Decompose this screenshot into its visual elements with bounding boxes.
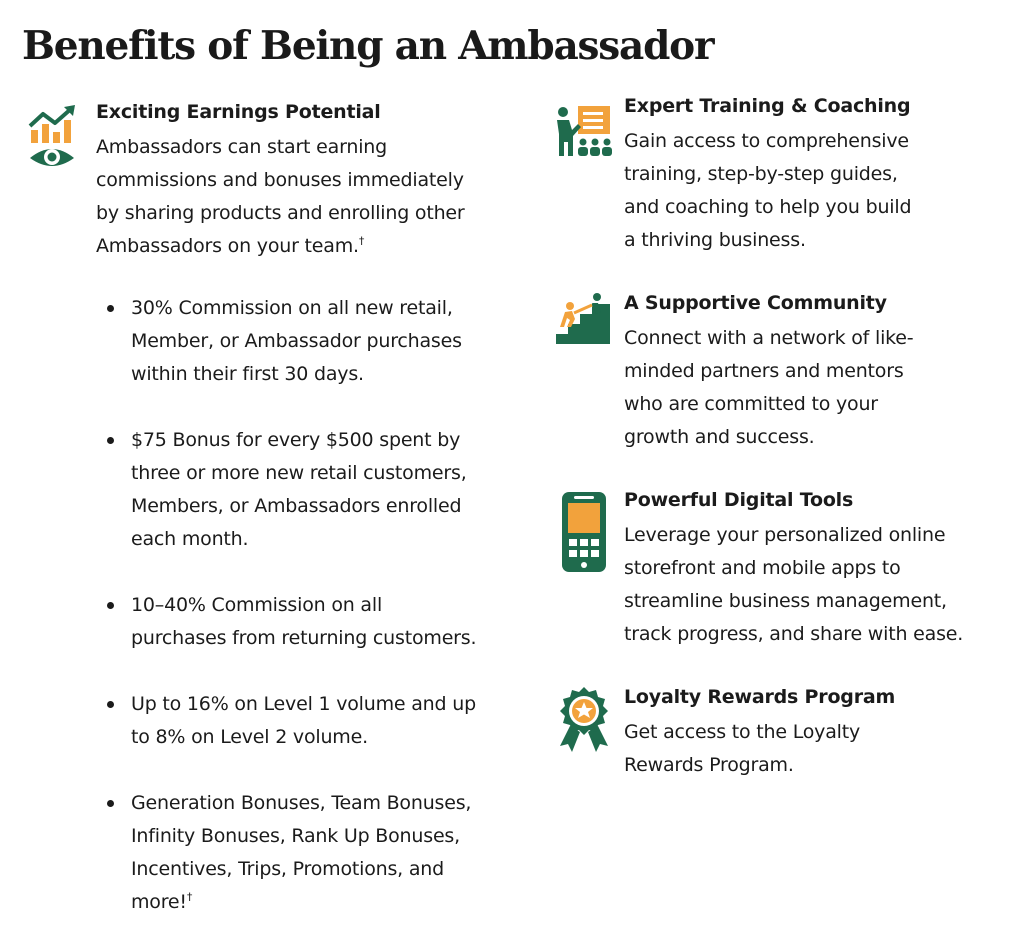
benefit-title: Expert Training & Coaching bbox=[624, 95, 911, 117]
benefit-description: Connect with a network of like- minded partners and mentors who are committed to your growth and success. bbox=[624, 327, 914, 448]
benefit-title: Powerful Digital Tools bbox=[624, 489, 854, 511]
bullet-dot bbox=[107, 305, 114, 312]
list-item: Generation Bonuses, Team Bonuses, Infinity Bonuses, Rank Up Bonuses, Incentives, Trips, Promotions, and more!† bbox=[96, 787, 536, 919]
mobile-phone-icon bbox=[560, 490, 614, 552]
benefit-description: Ambassadors can start earning commissions and bonuses immediately by sharing products and enrolling other Ambassadors on your team.† bbox=[96, 136, 465, 257]
bullet-dot bbox=[107, 800, 114, 807]
footnote-mark: † bbox=[358, 234, 365, 248]
community-stairs-icon bbox=[554, 292, 608, 354]
award-badge-icon bbox=[556, 686, 610, 748]
list-item: 30% Commission on all new retail, Member, or Ambassador purchases within their first 30 days. bbox=[96, 292, 536, 391]
benefit-title: A Supportive Community bbox=[624, 292, 887, 314]
bullet-dot bbox=[107, 602, 114, 609]
list-item: 10–40% Commission on all purchases from returning customers. bbox=[96, 589, 536, 655]
commission-bullet-list bbox=[96, 292, 536, 952]
page-title: Benefits of Being an Ambassador bbox=[22, 23, 714, 69]
benefit-title: Exciting Earnings Potential bbox=[96, 101, 381, 123]
training-presentation-icon bbox=[552, 104, 606, 166]
bullet-dot bbox=[107, 437, 114, 444]
benefit-description: Get access to the Loyalty Rewards Program. bbox=[624, 721, 861, 776]
footnote-mark: † bbox=[186, 890, 193, 904]
earnings-chart-icon bbox=[26, 104, 80, 166]
benefit-description: Leverage your personalized online storefront and mobile apps to streamline business management, track progress, and share with ease. bbox=[624, 524, 964, 645]
list-item: $75 Bonus for every $500 spent by three or more new retail customers, Members, or Ambassadors enrolled each month. bbox=[96, 424, 536, 556]
list-item: Up to 16% on Level 1 volume and up to 8% on Level 2 volume. bbox=[96, 688, 536, 754]
benefit-title: Loyalty Rewards Program bbox=[624, 686, 896, 708]
bullet-dot bbox=[107, 701, 114, 708]
benefit-description: Gain access to comprehensive training, step-by-step guides, and coaching to help you build a thriving business. bbox=[624, 130, 912, 251]
